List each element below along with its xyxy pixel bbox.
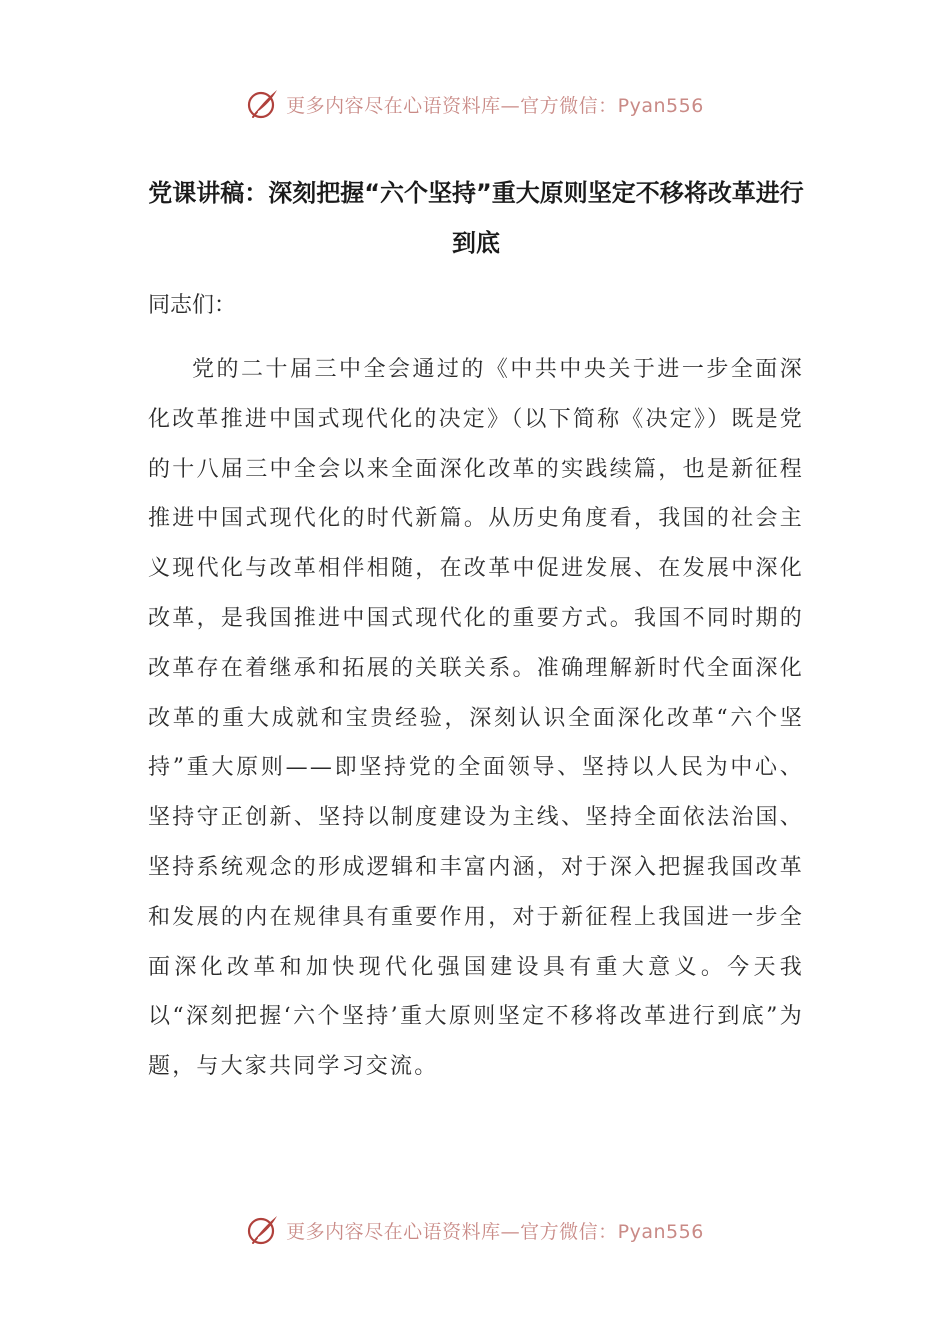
quill-pen-in-circle-icon: [246, 87, 280, 121]
wechat-handle: Pyan556: [617, 1220, 704, 1243]
footer-watermark-banner: [0, 1210, 950, 1250]
header-watermark-banner: [0, 84, 950, 124]
watermark-text: 更多内容尽在心语资料库—官方微信：Pyan556: [286, 94, 704, 117]
quill-pen-in-circle-icon: [246, 1213, 280, 1247]
document-title: 党课讲稿：深刻把握“六个坚持”重大原则坚定不移将改革进行到底: [148, 179, 804, 257]
watermark-text: 更多内容尽在心语资料库—官方微信：Pyan556: [286, 1220, 704, 1243]
salutation: 同志们：: [148, 293, 237, 318]
wechat-handle: Pyan556: [617, 94, 704, 117]
body-paragraph: 党的二十届三中全会通过的《中共中央关于进一步全面深化改革推进中国式现代化的决定》（以下简称《决定》）既是党的十八届三中全会以来全面深化改革的实践续篇，也是新征程推进中国式现代化的时代新篇。从历史角度看，我国的社会主义现代化与改革相伴相随，在改革中促进发展、在发展中深化改革，是我国推进中国式现代化的重要方式。我国不同时期的改革存在着继承和拓展的关联关系。准确理解新时代全面深化改革的重大成就和宝贵经验，深刻认识全面深化改革“六个坚持”重大原则——即坚持党的全面领导、坚持以人民为中心、坚持守正创新、坚持以制度建设为主线、坚持全面依法治国、坚持系统观念的形成逻辑和丰富内涵，对于深入把握我国改革和发展的内在规律具有重要作用，对于新征程上我国进一步全面深化改革和加快现代化强国建设具有重大意义。今天我以“深刻把握‘六个坚持’重大原则坚定不移将改革进行到底”为题，与大家共同学习交流。: [148, 357, 804, 1080]
